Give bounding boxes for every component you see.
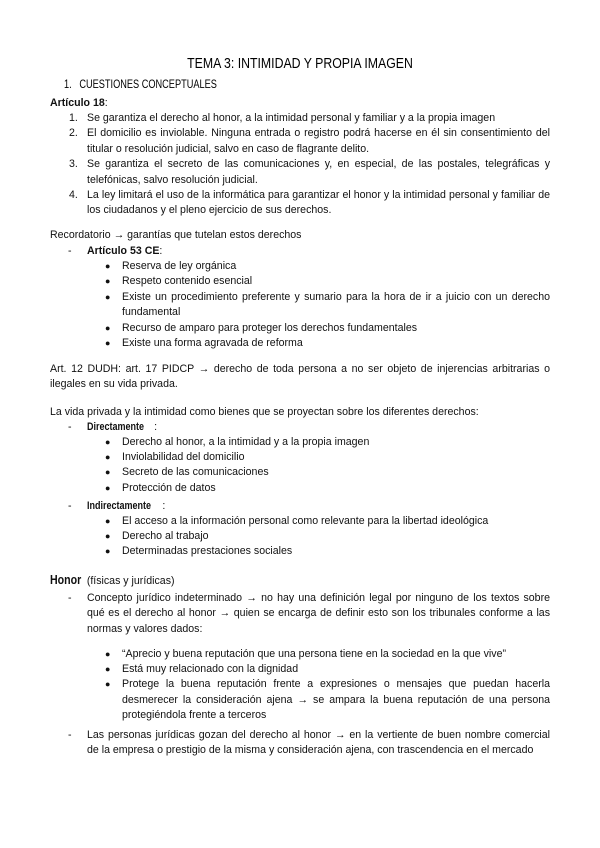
bullet-icon: ● [105,337,111,348]
bullet-text: Derecho al trabajo [122,530,209,543]
bullet-icon: ● [105,452,111,463]
bullet-icon: ● [105,322,111,333]
direct-bullets [0,435,600,496]
bullet-text: Inviolabilidad del domicilio [122,451,245,464]
bullet-text: Existe una forma agravada de reforma [122,336,303,349]
item-number: 1. [69,112,78,124]
bullet-text: El acceso a la información personal como relevante para la libertad ideológica [122,515,489,527]
directamente-heading: Directamente [87,421,145,433]
bullet-text: Secreto de las comunicaciones [122,466,269,479]
list-item [0,336,600,351]
bullet-icon: ● [105,516,111,526]
list-item [0,647,600,662]
bullet-text: Protege la buena reputación frente a expresiones o mensajes que puedan hacerla desmerecer la consideración ajena → se ampara la buena reputación de una persona protegiéndola frente a terceros [122,678,550,722]
dudh-paragraph: Art. 12 DUDH: art. 17 PIDCP → derecho de toda persona a no ser objeto de injerencias arbitrarias o ilegales en su vida privada. [50,363,550,391]
bullet-text: Está muy relacionado con la dignidad [122,663,299,676]
section-number: 1. [64,79,72,91]
bullet-text: Protección de datos [122,481,216,494]
bullet-icon: ● [105,482,111,493]
list-item [0,450,600,465]
list-item [0,435,600,450]
list-item [0,126,600,157]
bullet-text: Reserva de ley orgánica [122,260,237,272]
list-item [0,111,600,126]
art53-heading-text: Artículo 53 CE [87,245,160,257]
dash: - [68,421,72,433]
indirect-bullets [0,514,600,560]
bullet-text: “Aprecio y buena reputación que una persona tiene en la sociedad en la que vive” [122,648,506,660]
list-item [0,188,600,219]
bullet-text: Existe un procedimiento preferente y sumario para la hora de ir a juicio con un derecho fundamental [122,290,550,319]
concepto-text: Concepto jurídico indeterminado → no hay una definición legal por ninguno de los textos sobre qué es el derecho al honor → quien se encarga de definir esto son los tribunales conforme a las normas y valores dados: [87,592,550,635]
item-text: Se garantiza el derecho al honor, a la intimidad personal y familiar y a la propia imagen [87,112,496,124]
art53-bullets [0,259,600,351]
recordatorio-text: Recordatorio → garantías que tutelan estos derechos [50,229,302,241]
art18-heading [50,96,108,111]
list-item [0,677,600,723]
dash: - [68,592,72,604]
section-label: CUESTIONES CONCEPTUALES [79,79,217,91]
bullet-text: Determinadas prestaciones sociales [122,545,293,558]
art53-heading [87,244,162,259]
indirectamente-heading: Indirectamente [87,500,152,512]
bullet-text: Derecho al honor, a la intimidad y a la propia imagen [122,436,370,448]
item-text: La ley limitará el uso de la informática para garantizar el honor y la intimidad personal y familiar de los ciudadanos y el pleno ejercicio de sus derechos. [87,188,550,217]
dash: - [68,729,72,741]
section-heading [64,78,217,93]
bullet-icon: ● [105,531,111,542]
honor-bullets [0,647,600,723]
bullet-icon: ● [105,291,111,302]
bullet-icon: ● [105,261,111,271]
honor-subtitle: (físicas y jurídicas) [86,575,175,587]
colon: : [104,97,108,109]
list-item [0,290,600,321]
item-number: 4. [69,188,78,201]
bullet-icon: ● [105,467,111,478]
honor-title: Honor [50,573,82,587]
page-title: TEMA 3: INTIMIDAD Y PROPIA IMAGEN [187,55,413,72]
list-item [0,259,600,274]
bullet-icon: ● [105,664,111,675]
list-item [0,544,600,559]
list-item [0,465,600,480]
document-page: TEMA 3: INTIMIDAD Y PROPIA IMAGEN 1. CUESTIONES CONCEPTUALES Artículo 18: 1. Se garantiza el derecho al honor, a la intimidad personal y familiar y a la propia imagen 2. El domicilio es inviolable. Ninguna entrada o registro podrá hacerse en él sin consentimiento del titular o resolución judicial, salvo en caso de flagrante delito. 3. Se garantiza el secreto de las comunicaciones y, en especial, de las postales, telegráficas y telefónicas, salvo resolución judicial. 4. La ley limitará el uso de la informática para garantizar el honor y la intimidad personal y familiar de los ciudadanos y el pleno ejercicio de sus derechos. Recordatorio → garantías que tutelan estos derechos - Artículo 53 CE: ● Reserva de ley orgánica ● Respeto contenido esencial ● Existe un procedimiento preferente y sumario para la hora de ir a juicio con un derecho fundamental ● Recurso de amparo para proteger los derechos fundamentales ● Existe una forma agravada de reforma Art. 12 DUDH: art. 17 PIDCP → derecho de toda persona a no ser objeto de injerencias arbitrarias o ilegales en su vida privada. La vida privada y la intimidad como bienes que se proyectan sobre los diferentes derechos: - Directamente : ● Derecho al honor, a la intimidad y a la propia imagen ● Inviolabilidad del domicilio ● Secreto de las comunicaciones ● Protección de datos - Indirectamente : ● El acceso a la información personal como relevante para la libertad ideológica ● Derecho al trabajo ● Determinadas prestaciones sociales Honor (físicas y jurídicas) - Concepto jurídico indeterminado → no hay una definición legal por ninguno de los textos sobre qué es el derecho al honor → quien se encarga de definir esto son los tribunales conforme a las normas y valores dados: ● “Aprecio y buena reputación que una persona tiene en la sociedad en la que vive” ● Está muy relacionado con la dignidad ● Protege la buena reputación frente a expresiones o mensajes que puedan hacerla desmerecer la consideración ajena → se ampara la buena reputación de una persona protegiéndola frente a terceros - Las personas jurídicas gozan del derecho al honor → en la vertiente de buen nombre comercial de la empresa o prestigio de la misma y consideración ajena, con trascendencia en el mercado [0,0,600,848]
bullet-text: Recurso de amparo para proteger los derechos fundamentales [122,321,418,334]
vida-privada-text: La vida privada y la intimidad como bienes que se proyectan sobre los diferentes derechos: [50,406,479,418]
bullet-icon: ● [105,276,111,287]
list-item [0,157,600,188]
colon: : [159,245,163,257]
item-number: 3. [69,158,78,171]
bullet-icon: ● [105,679,111,690]
bullet-icon: ● [105,546,111,557]
item-text: El domicilio es inviolable. Ninguna entrada o registro podrá hacerse en él sin consentimiento del titular o resolución judicial, salvo en caso de flagrante delito. [87,127,550,155]
item-text: Se garantiza el secreto de las comunicaciones y, en especial, de las postales, telegráficas y telefónicas, salvo resolución judicial. [87,158,550,186]
item-number: 2. [69,127,78,140]
dash: - [68,245,72,257]
bullet-icon: ● [105,649,111,659]
list-item [0,321,600,336]
list-item [0,481,600,496]
bullet-icon: ● [105,437,111,447]
bullet-text: Respeto contenido esencial [122,275,253,288]
art18-list [0,111,600,219]
dash: - [68,500,72,512]
list-item [0,274,600,289]
list-item [0,514,600,529]
list-item [0,529,600,544]
art18-heading-text: Artículo 18 [50,97,105,109]
list-item [0,662,600,677]
personas-text: Las personas jurídicas gozan del derecho al honor → en la vertiente de buen nombre comercial de la empresa o prestigio de la misma y consideración ajena, con trascendencia en el mercado [87,729,550,757]
honor-heading [50,573,175,589]
